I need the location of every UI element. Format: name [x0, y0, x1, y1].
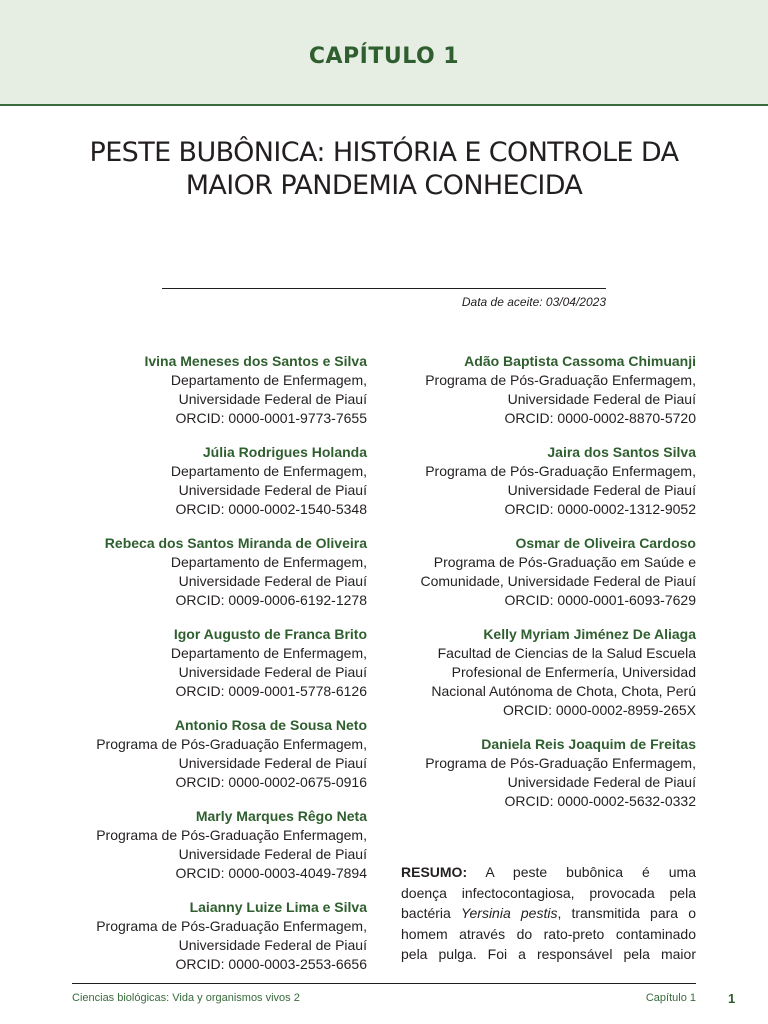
abstract-text: , transmitida para o [557, 905, 696, 921]
orcid-line: ORCID: 0000-0002-0675-0916 [175, 774, 367, 790]
author-name: Osmar de Oliveira Cardoso [515, 535, 696, 551]
abstract-line: doença infectocontagiosa, provocada pela [401, 884, 696, 901]
orcid-line: ORCID: 0000-0003-2553-6656 [175, 956, 367, 972]
affiliation-line: Departamento de Enfermagem, [170, 645, 367, 661]
abstract-line: pela pulga. Foi a responsável pela maior [401, 946, 696, 962]
affiliation-line: Universidade Federal de Piauí [178, 846, 367, 862]
author-block [401, 351, 696, 428]
footer-chapter: Capítulo 1 [645, 992, 696, 1004]
orcid-line: ORCID: 0000-0002-8959-265X [502, 702, 696, 718]
author-block [40, 351, 367, 428]
affiliation-line: Programa de Pós-Graduação Enfermagem, [425, 755, 696, 771]
authors-left-column [40, 351, 367, 988]
affiliation-line: Comunidade, Universidade Federal de Piauí [420, 573, 696, 589]
author-name: Kelly Myriam Jiménez De Aliaga [483, 626, 696, 642]
author-name: Adão Baptista Cassoma Chimuanji [464, 353, 696, 369]
author-block [40, 624, 367, 701]
divider [162, 288, 606, 289]
affiliation-line: Universidade Federal de Piauí [178, 482, 367, 498]
page-number: 1 [728, 991, 736, 1006]
species-name: Yersinia pestis [460, 905, 558, 921]
affiliation-line: Universidade Federal de Piauí [178, 573, 367, 589]
author-block [40, 442, 367, 519]
author-name: Igor Augusto de Franca Brito [173, 626, 367, 642]
affiliation-line: Profesional de Enfermería, Universidad [451, 664, 696, 680]
affiliation-line: Universidade Federal de Piauí [178, 391, 367, 407]
author-name: Daniela Reis Joaquim de Freitas [481, 736, 696, 752]
orcid-line: ORCID: 0009-0006-6192-1278 [175, 592, 367, 608]
author-name: Ivina Meneses dos Santos e Silva [144, 353, 367, 369]
affiliation-line: Programa de Pós-Graduação Enfermagem, [96, 827, 367, 843]
author-block [401, 734, 696, 811]
affiliation-line: Programa de Pós-Graduação Enfermagem, [96, 736, 367, 752]
orcid-line: ORCID: 0000-0002-1540-5348 [175, 501, 367, 517]
authors-right-column [401, 351, 696, 825]
orcid-line: ORCID: 0000-0002-5632-0332 [504, 793, 696, 809]
orcid-line: ORCID: 0000-0002-8870-5720 [504, 410, 696, 426]
affiliation-line: Programa de Pós-Graduação Enfermagem, [96, 918, 367, 934]
affiliation-line: Programa de Pós-Graduação Enfermagem, [425, 463, 696, 479]
author-block [40, 897, 367, 974]
author-block [40, 533, 367, 610]
title-line: PESTE BUBÔNICA: HISTÓRIA E CONTROLE DA [89, 137, 679, 168]
author-name: Júlia Rodrigues Holanda [202, 444, 367, 460]
abstract [401, 862, 696, 965]
affiliation-line: Departamento de Enfermagem, [170, 372, 367, 388]
affiliation-line: Facultad de Ciencias de la Salud Escuela [437, 645, 696, 661]
abstract-label: RESUMO: [401, 864, 468, 880]
author-name: Laianny Luize Lima e Silva [189, 899, 367, 915]
author-block [40, 806, 367, 883]
affiliation-line: Universidade Federal de Piauí [507, 391, 696, 407]
author-block [401, 624, 696, 720]
affiliation-line: Programa de Pós-Graduação em Saúde e [433, 554, 696, 570]
author-block [401, 442, 696, 519]
author-block [40, 715, 367, 792]
acceptance-date: Data de aceite: 03/04/2023 [461, 295, 606, 309]
affiliation-line: Universidade Federal de Piauí [507, 482, 696, 498]
author-name: Jaira dos Santos Silva [547, 444, 696, 460]
orcid-line: ORCID: 0000-0002-1312-9052 [504, 501, 696, 517]
abstract-line [401, 862, 696, 883]
affiliation-line: Departamento de Enfermagem, [170, 554, 367, 570]
chapter-label: CAPÍTULO 1 [308, 44, 460, 69]
affiliation-line: Departamento de Enfermagem, [170, 463, 367, 479]
affiliation-line: Universidade Federal de Piauí [178, 755, 367, 771]
title-line: MAIOR PANDEMIA CONHECIDA [185, 170, 583, 201]
chapter-header-band [0, 0, 768, 106]
orcid-line: ORCID: 0000-0001-9773-7655 [175, 410, 367, 426]
page-title [40, 136, 728, 202]
author-name: Marly Marques Rêgo Neta [195, 808, 367, 824]
affiliation-line: Universidade Federal de Piauí [178, 664, 367, 680]
abstract-line [401, 903, 696, 924]
author-name: Antonio Rosa de Sousa Neto [174, 717, 367, 733]
orcid-line: ORCID: 0000-0003-4049-7894 [175, 865, 367, 881]
affiliation-line: Universidade Federal de Piauí [178, 937, 367, 953]
author-name: Rebeca dos Santos Miranda de Oliveira [104, 535, 367, 551]
orcid-line: ORCID: 0009-0001-5778-6126 [175, 683, 367, 699]
orcid-line: ORCID: 0000-0001-6093-7629 [504, 592, 696, 608]
affiliation-line: Nacional Autónoma de Chota, Chota, Perú [431, 683, 696, 699]
abstract-text: bactéria [401, 905, 461, 921]
footer-divider [72, 983, 696, 984]
affiliation-line: Programa de Pós-Graduação Enfermagem, [425, 372, 696, 388]
author-block [401, 533, 696, 610]
footer-book-title: Ciencias biológicas: Vida y organismos vivos 2 [72, 992, 300, 1004]
abstract-text: A peste bubônica é uma [485, 864, 696, 880]
abstract-line: homem através do rato-preto contaminado [401, 925, 696, 942]
affiliation-line: Universidade Federal de Piauí [507, 774, 696, 790]
